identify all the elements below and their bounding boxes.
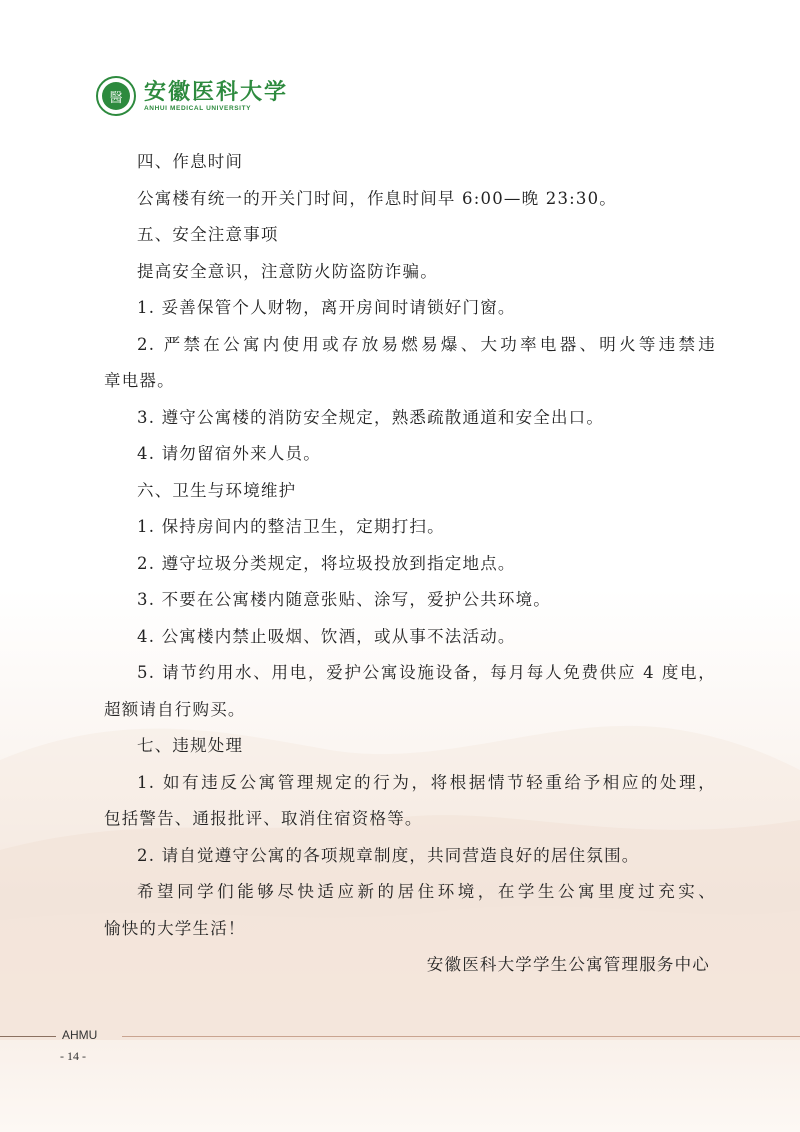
section-heading-safety: 五、安全注意事项 [137, 225, 279, 244]
signature: 安徽医科大学学生公寓管理服务中心 [426, 955, 710, 974]
university-logo [96, 76, 288, 116]
list-item: 3. 遵守公寓楼的消防安全规定，熟悉疏散通道和安全出口。 [137, 407, 605, 427]
list-item-continuation: 章电器。 [104, 371, 175, 390]
page-number: - 14 - [60, 1049, 86, 1063]
list-item: 2. 遵守垃圾分类规定，将垃圾投放到指定地点。 [137, 553, 516, 573]
list-item: 2. 严禁在公寓内使用或存放易燃易爆、大功率电器、明火等违禁违 [137, 334, 716, 354]
ahmu-emblem-icon [96, 76, 136, 116]
logo-english-name: ANHUI MEDICAL UNIVERSITY [144, 105, 252, 112]
list-item: 4. 公寓楼内禁止吸烟、饮酒，或从事不法活动。 [137, 626, 516, 646]
paragraph: 公寓楼有统一的开关门时间，作息时间早 6:00—晚 23:30。 [137, 188, 617, 208]
section-heading-violations: 七、违规处理 [137, 736, 244, 755]
logo-wordmark [144, 80, 288, 112]
paragraph: 提高安全意识，注意防火防盗防诈骗。 [137, 261, 438, 281]
list-item: 1. 妥善保管个人财物，离开房间时请锁好门窗。 [137, 298, 516, 317]
list-item: 1. 如有违反公寓管理规定的行为，将根据情节轻重给予相应的处理， [137, 772, 716, 792]
logo-chinese-name: 安徽医科大学 [144, 79, 289, 105]
document-body [104, 144, 716, 984]
emblem-glyph: 醫 [102, 82, 130, 110]
list-item: 5. 请节约用水、用电，爱护公寓设施设备，每月每人免费供应 4 度电， [137, 663, 716, 682]
closing-paragraph-continuation: 愉快的大学生活！ [104, 918, 246, 938]
closing-paragraph: 希望同学们能够尽快适应新的居住环境，在学生公寓里度过充实、 [137, 882, 716, 901]
section-heading-hygiene: 六、卫生与环境维护 [137, 480, 297, 500]
list-item-continuation: 包括警告、通报批评、取消住宿资格等。 [104, 809, 423, 828]
section-heading-rest-schedule: 四、作息时间 [137, 152, 244, 171]
footer-tag: AHMU [62, 1028, 98, 1042]
footer-rule [0, 1036, 800, 1037]
list-item: 2. 请自觉遵守公寓的各项规章制度，共同营造良好的居住氛围。 [137, 845, 640, 865]
list-item: 4. 请勿留宿外来人员。 [137, 444, 321, 463]
list-item: 3. 不要在公寓楼内随意张贴、涂写，爱护公共环境。 [137, 590, 551, 609]
list-item: 1. 保持房间内的整洁卫生，定期打扫。 [137, 517, 445, 536]
list-item-continuation: 超额请自行购买。 [104, 699, 246, 719]
